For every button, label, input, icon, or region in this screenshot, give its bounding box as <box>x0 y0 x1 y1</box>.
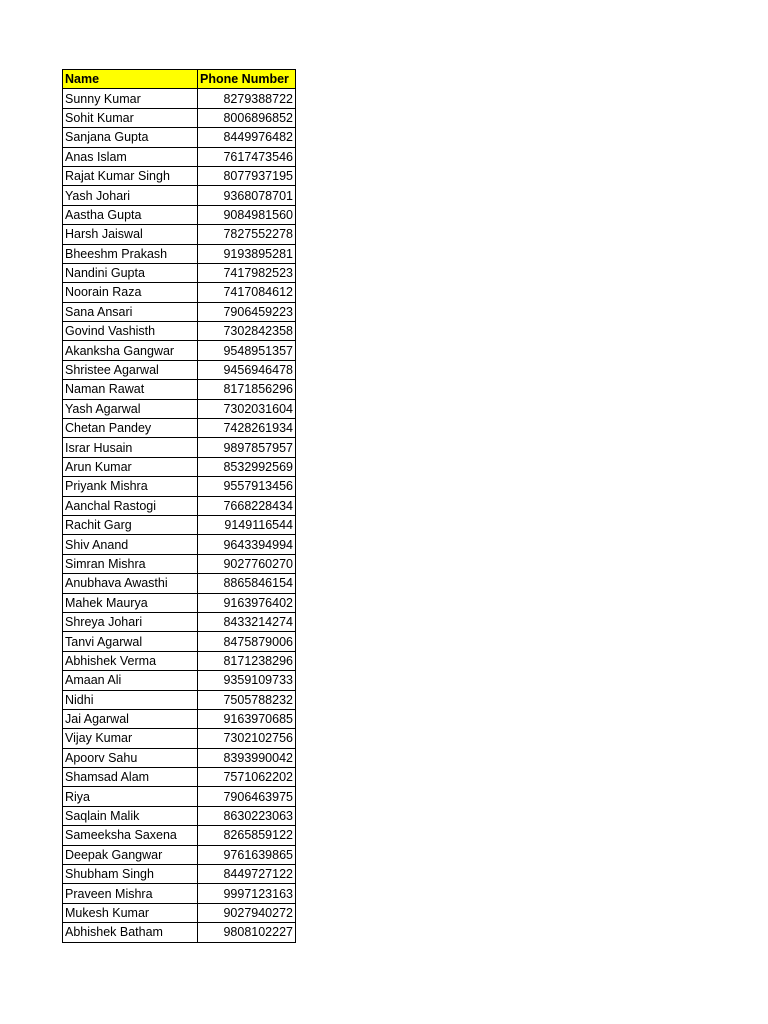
table-row <box>63 457 296 476</box>
cell-name: Aastha Gupta <box>63 205 198 224</box>
cell-name: Shamsad Alam <box>63 768 198 787</box>
cell-phone-number: 9193895281 <box>198 244 296 263</box>
cell-phone-number: 8171856296 <box>198 380 296 399</box>
cell-name: Sunny Kumar <box>63 89 198 108</box>
cell-name: Praveen Mishra <box>63 884 198 903</box>
cell-name: Bheeshm Prakash <box>63 244 198 263</box>
header-row <box>63 70 296 89</box>
table-row <box>63 574 296 593</box>
cell-phone-number: 9149116544 <box>198 515 296 534</box>
table-row <box>63 709 296 728</box>
cell-phone-number: 7668228434 <box>198 496 296 515</box>
cell-name: Rajat Kumar Singh <box>63 166 198 185</box>
cell-phone-number: 7417982523 <box>198 263 296 282</box>
cell-name: Chetan Pandey <box>63 419 198 438</box>
cell-name: Jai Agarwal <box>63 709 198 728</box>
table-row <box>63 612 296 631</box>
table-row <box>63 89 296 108</box>
cell-phone-number: 9761639865 <box>198 845 296 864</box>
table-row <box>63 263 296 282</box>
cell-phone-number: 8449727122 <box>198 865 296 884</box>
contacts-table <box>62 69 296 943</box>
table-row <box>63 923 296 942</box>
table-body <box>63 89 296 942</box>
table-row <box>63 128 296 147</box>
cell-phone-number: 7417084612 <box>198 283 296 302</box>
table-row <box>63 147 296 166</box>
cell-phone-number: 9163970685 <box>198 709 296 728</box>
cell-phone-number: 9027760270 <box>198 554 296 573</box>
table-row <box>63 593 296 612</box>
cell-phone-number: 9548951357 <box>198 341 296 360</box>
cell-phone-number: 8449976482 <box>198 128 296 147</box>
cell-name: Sana Ansari <box>63 302 198 321</box>
table-row <box>63 205 296 224</box>
cell-phone-number: 9643394994 <box>198 535 296 554</box>
table-row <box>63 748 296 767</box>
table-row <box>63 787 296 806</box>
cell-phone-number: 8475879006 <box>198 632 296 651</box>
cell-phone-number: 9027940272 <box>198 903 296 922</box>
cell-phone-number: 7302842358 <box>198 322 296 341</box>
cell-name: Govind Vashisth <box>63 322 198 341</box>
cell-name: Naman Rawat <box>63 380 198 399</box>
table-row <box>63 283 296 302</box>
cell-name: Tanvi Agarwal <box>63 632 198 651</box>
cell-name: Israr Husain <box>63 438 198 457</box>
cell-phone-number: 7571062202 <box>198 768 296 787</box>
table-row <box>63 554 296 573</box>
cell-name: Shiv Anand <box>63 535 198 554</box>
table-row <box>63 535 296 554</box>
table-row <box>63 884 296 903</box>
cell-phone-number: 8630223063 <box>198 806 296 825</box>
cell-phone-number: 8865846154 <box>198 574 296 593</box>
cell-phone-number: 9808102227 <box>198 923 296 942</box>
cell-phone-number: 8532992569 <box>198 457 296 476</box>
cell-phone-number: 7617473546 <box>198 147 296 166</box>
cell-name: Sanjana Gupta <box>63 128 198 147</box>
cell-name: Harsh Jaiswal <box>63 225 198 244</box>
table-row <box>63 244 296 263</box>
cell-name: Mahek Maurya <box>63 593 198 612</box>
table-row <box>63 186 296 205</box>
cell-phone-number: 8077937195 <box>198 166 296 185</box>
cell-phone-number: 9456946478 <box>198 360 296 379</box>
cell-name: Priyank Mishra <box>63 477 198 496</box>
cell-phone-number: 9359109733 <box>198 671 296 690</box>
cell-phone-number: 9997123163 <box>198 884 296 903</box>
cell-name: Rachit Garg <box>63 515 198 534</box>
cell-name: Vijay Kumar <box>63 729 198 748</box>
cell-phone-number: 7428261934 <box>198 419 296 438</box>
cell-name: Simran Mishra <box>63 554 198 573</box>
cell-name: Mukesh Kumar <box>63 903 198 922</box>
cell-name: Yash Agarwal <box>63 399 198 418</box>
cell-phone-number: 7505788232 <box>198 690 296 709</box>
cell-phone-number: 7906463975 <box>198 787 296 806</box>
cell-phone-number: 9084981560 <box>198 205 296 224</box>
cell-name: Abhishek Batham <box>63 923 198 942</box>
table-row <box>63 632 296 651</box>
table-row <box>63 477 296 496</box>
cell-name: Sohit Kumar <box>63 108 198 127</box>
table-row <box>63 903 296 922</box>
header-cell-phone-number: Phone Number <box>198 70 296 89</box>
cell-name: Deepak Gangwar <box>63 845 198 864</box>
table-row <box>63 651 296 670</box>
cell-name: Anubhava Awasthi <box>63 574 198 593</box>
cell-phone-number: 7827552278 <box>198 225 296 244</box>
cell-name: Amaan Ali <box>63 671 198 690</box>
cell-name: Nandini Gupta <box>63 263 198 282</box>
cell-phone-number: 7906459223 <box>198 302 296 321</box>
table-row <box>63 399 296 418</box>
table-row <box>63 806 296 825</box>
cell-name: Shreya Johari <box>63 612 198 631</box>
table-row <box>63 438 296 457</box>
cell-name: Abhishek Verma <box>63 651 198 670</box>
table-row <box>63 341 296 360</box>
table-row <box>63 166 296 185</box>
cell-name: Aanchal Rastogi <box>63 496 198 515</box>
cell-phone-number: 9897857957 <box>198 438 296 457</box>
cell-name: Riya <box>63 787 198 806</box>
cell-name: Nidhi <box>63 690 198 709</box>
table-row <box>63 690 296 709</box>
cell-name: Saqlain Malik <box>63 806 198 825</box>
cell-phone-number: 8433214274 <box>198 612 296 631</box>
table-row <box>63 729 296 748</box>
cell-phone-number: 8265859122 <box>198 826 296 845</box>
header-cell-name: Name <box>63 70 198 89</box>
cell-phone-number: 9163976402 <box>198 593 296 612</box>
table-row <box>63 865 296 884</box>
cell-name: Arun Kumar <box>63 457 198 476</box>
table-row <box>63 380 296 399</box>
cell-phone-number: 9557913456 <box>198 477 296 496</box>
cell-name: Noorain Raza <box>63 283 198 302</box>
cell-phone-number: 7302031604 <box>198 399 296 418</box>
cell-name: Sameeksha Saxena <box>63 826 198 845</box>
table-row <box>63 515 296 534</box>
cell-name: Apoorv Sahu <box>63 748 198 767</box>
cell-phone-number: 8006896852 <box>198 108 296 127</box>
table-row <box>63 360 296 379</box>
table-row <box>63 322 296 341</box>
table-row <box>63 302 296 321</box>
table-row <box>63 108 296 127</box>
table-row <box>63 419 296 438</box>
table-row <box>63 496 296 515</box>
cell-name: Shristee Agarwal <box>63 360 198 379</box>
cell-phone-number: 8279388722 <box>198 89 296 108</box>
table-row <box>63 768 296 787</box>
table-row <box>63 671 296 690</box>
cell-phone-number: 9368078701 <box>198 186 296 205</box>
table-row <box>63 826 296 845</box>
cell-phone-number: 8171238296 <box>198 651 296 670</box>
cell-name: Akanksha Gangwar <box>63 341 198 360</box>
cell-name: Shubham Singh <box>63 865 198 884</box>
cell-phone-number: 7302102756 <box>198 729 296 748</box>
table-row <box>63 225 296 244</box>
cell-phone-number: 8393990042 <box>198 748 296 767</box>
cell-name: Anas Islam <box>63 147 198 166</box>
cell-name: Yash Johari <box>63 186 198 205</box>
table-row <box>63 845 296 864</box>
